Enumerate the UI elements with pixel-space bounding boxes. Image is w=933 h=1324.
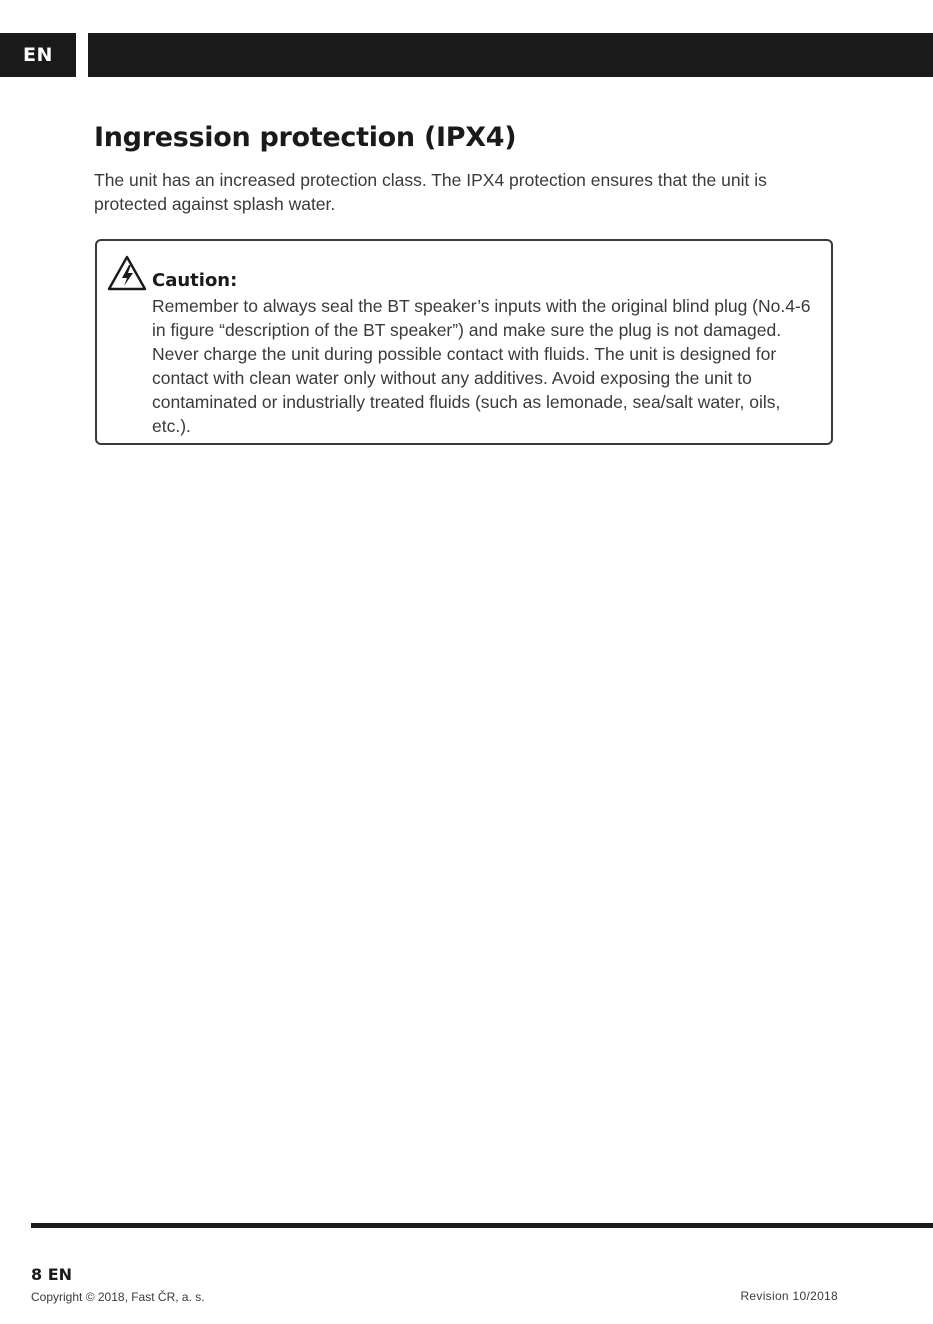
caution-title: Caution: — [152, 270, 238, 291]
footer-rule — [31, 1223, 933, 1228]
language-tab: EN — [0, 33, 76, 77]
revision-label: Revision 10/2018 — [740, 1289, 838, 1303]
page-number: 8 EN — [31, 1265, 73, 1284]
caution-text: Remember to always seal the BT speaker’s inputs with the original blind plug (No.4-6 in figure “description of the BT speaker”) and make sure the plug is not damaged. Never charge the unit during possible contact with fluids. The unit is designed for contact with clean water only without any additives. Avoid exposing the unit to contaminated or industrially treated fluids (such as lemonade, sea/salt water, oils, etc.). — [152, 296, 811, 436]
section-intro: The unit has an increased protection class. The IPX4 protection ensures that the unit is protected against splash water. — [94, 170, 767, 214]
copyright-notice: Copyright © 2018, Fast ČR, a. s. — [31, 1290, 205, 1304]
high-voltage-warning-icon — [107, 255, 147, 291]
section-title: Ingression protection (IPX4) — [94, 122, 517, 153]
header-bar — [88, 33, 933, 77]
